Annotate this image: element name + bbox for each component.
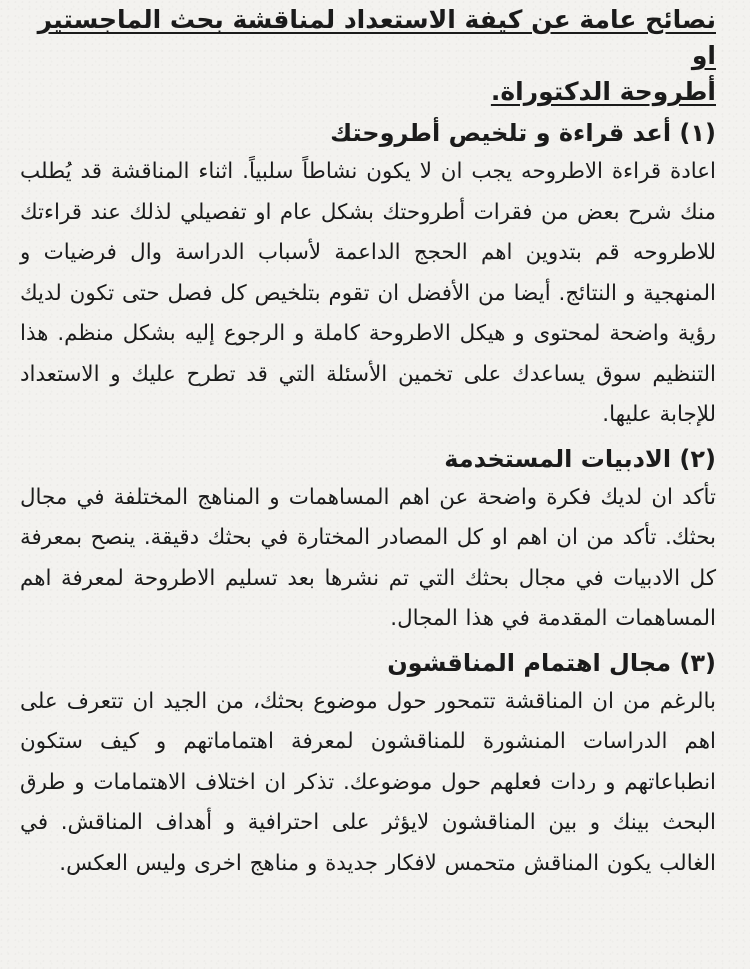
section-examiners-interests	[20, 644, 716, 885]
section-heading: (٣) مجال اهتمام المناقشون	[387, 648, 716, 677]
title-line-1: نصائح عامة عن كيفة الاستعداد لمناقشة بحث الماجستير او	[37, 5, 716, 70]
section-heading: (٢) الادبيات المستخدمة	[444, 444, 716, 473]
title-line-2: أطروحة الدكتوراة.	[490, 77, 716, 106]
section-body: بالرغم من ان المناقشة تتمحور حول موضوع بحثك، من الجيد ان تتعرف على اهم الدراسات المنشورة للمناقشون لمعرفة اهتماماتهم و كيف ستكون انطباعاتهم و ردات فعلهم حول موضوعك. تذكر ان اختلاف الاهتمامات و طرق البحث بينك و بين المناقشون لايؤثر على احترافية و أهداف المناقش. في الغالب يكون المناقش متحمس لافكار جديدة و مناهج اخرى وليس العكس.	[20, 688, 716, 876]
document-title	[20, 2, 716, 110]
section-heading: (١) أعد قراءة و تلخيص أطروحتك	[330, 119, 716, 147]
section-reread-summarize	[20, 114, 716, 436]
section-body: تأكد ان لديك فكرة واضحة عن اهم المساهمات و المناهج المختلفة في مجال بحثك. تأكد من ان اهم او كل المصادر المختارة في بحثك دقيقة. ينصح بمعرفة كل الادبيات في مجال بحثك التي تم نشرها بعد تسليم الاطروحة لمعرفة اهم المساهمات المقدمة في هذا المجال.	[20, 484, 716, 631]
section-body: اعادة قراءة الاطروحه يجب ان لا يكون نشاطاً سلبياً. اثناء المناقشة قد يُطلب منك شرح بعض من فقرات أطروحتك بشكل عام او تفصيلي لذلك عند قراءتك للاطروحه قم بتدوين اهم الحجج الداعمة لأسباب الدراسة وال فرضيات و المنهجية و النتائج. أيضا من الأفضل ان تقوم بتلخيص كل فصل حتى تكون لديك رؤية واضحة لمحتوى و هيكل الاطروحة كاملة و الرجوع إليه بشكل منظم. هذا التنظيم سوق يساعدك على تخمين الأسئلة التي قد تطرح عليك و الاستعداد للإجابة عليها.	[20, 159, 716, 427]
section-literature	[20, 440, 716, 640]
